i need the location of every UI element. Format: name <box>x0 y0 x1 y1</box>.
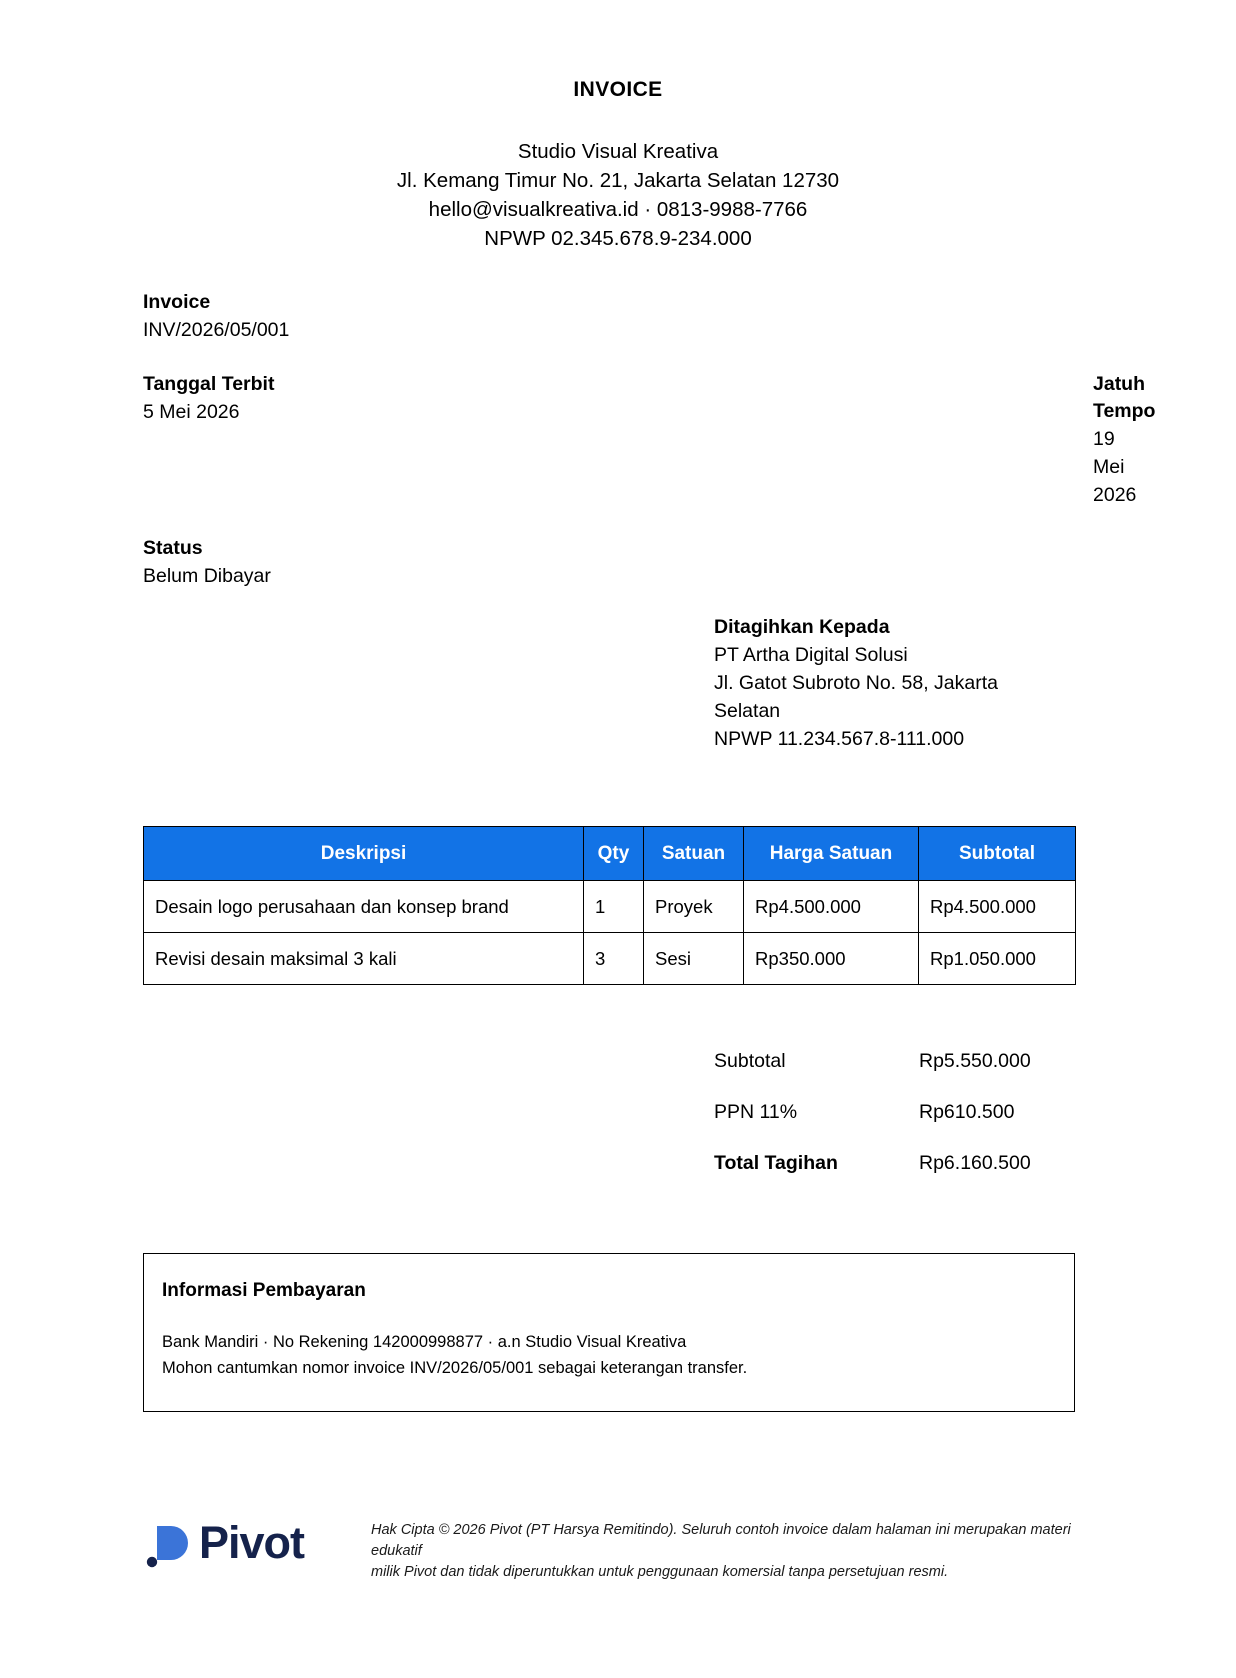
invoice-number-label: Invoice <box>143 291 211 313</box>
page-footer <box>143 1506 1093 1583</box>
cell-unit: Proyek <box>644 881 744 933</box>
tax-label: PPN 11% <box>714 1101 798 1123</box>
issuer-tax-id: NPWP 02.345.678.9-234.000 <box>484 227 752 250</box>
line-items-body <box>144 881 1076 985</box>
grand-total-value: Rp6.160.500 <box>919 1152 1031 1174</box>
invoice-page <box>0 78 1236 1678</box>
issuer-block <box>143 137 1093 253</box>
cell-subtotal: Rp1.050.000 <box>919 933 1076 985</box>
issue-date-label: Tanggal Terbit <box>143 373 275 395</box>
payment-note-line: Mohon cantumkan nomor invoice INV/2026/05/001 sebagai keterangan transfer. <box>162 1359 748 1377</box>
table-header-row <box>144 827 1076 881</box>
invoice-number-value: INV/2026/05/001 <box>143 319 290 341</box>
issue-date-value: 5 Mei 2026 <box>143 401 240 423</box>
cell-description: Desain logo perusahaan dan konsep brand <box>144 881 584 933</box>
page-title: INVOICE <box>573 78 663 101</box>
bill-to-label: Ditagihkan Kepada <box>714 616 890 638</box>
pivot-mark-icon <box>143 1512 195 1573</box>
cell-unit: Sesi <box>644 933 744 985</box>
tax-value: Rp610.500 <box>919 1101 1015 1123</box>
meta-gap-2 <box>143 509 1093 535</box>
pivot-logo <box>143 1506 343 1573</box>
column-header-qty: Qty <box>584 827 644 881</box>
column-header-subtotal: Subtotal <box>919 827 1076 881</box>
payment-bank-line: Bank Mandiri · No Rekening 142000998877 · a.n Studio Visual Kreativa <box>162 1333 687 1351</box>
bill-to-address-line2: Selatan <box>714 700 781 722</box>
copyright-text <box>371 1506 1093 1583</box>
status-badge: Belum Dibayar <box>143 565 271 587</box>
meta-spacer-right-2 <box>618 535 1093 590</box>
cell-qty: 3 <box>584 933 644 985</box>
issue-date-block <box>143 371 522 509</box>
payment-information-title: Informasi Pembayaran <box>162 1280 366 1301</box>
cell-qty: 1 <box>584 881 644 933</box>
payment-information-box <box>143 1253 1075 1412</box>
issuer-name: Studio Visual Kreativa <box>517 140 719 163</box>
cell-subtotal: Rp4.500.000 <box>919 881 1076 933</box>
meta-spacer-right <box>618 289 1093 344</box>
column-header-unit: Satuan <box>644 827 744 881</box>
copyright-line-1: Hak Cipta © 2026 Pivot (PT Harsya Remitindo). Seluruh contoh invoice dalam halaman ini merupakan materi edukatif <box>371 1522 1071 1559</box>
meta-row-status <box>143 535 1093 590</box>
meta-row-dates <box>143 371 1156 509</box>
line-items-head <box>144 827 1076 881</box>
bill-to-wrap <box>143 614 1093 753</box>
bill-to-address-line1: Jl. Gatot Subroto No. 58, Jakarta <box>714 672 998 694</box>
table-row <box>144 881 1076 933</box>
table-row <box>144 933 1076 985</box>
line-items-table <box>143 826 1076 985</box>
subtotal-label: Subtotal <box>714 1050 786 1072</box>
grand-total-label: Total Tagihan <box>714 1152 838 1174</box>
bill-to-name: PT Artha Digital Solusi <box>714 644 908 666</box>
totals-block <box>714 1050 1074 1175</box>
bill-to-block <box>714 614 1044 753</box>
status-label: Status <box>143 537 203 559</box>
cell-description: Revisi desain maksimal 3 kali <box>144 933 584 985</box>
issuer-address: Jl. Kemang Timur No. 21, Jakarta Selatan 12730 <box>396 169 840 192</box>
invoice-meta <box>143 289 1156 753</box>
totals-row-grand-total <box>714 1152 1074 1175</box>
due-date-block: Jatuh Tempo 19 Mei 2026 <box>1093 373 1156 506</box>
meta-row-invoice-number <box>143 289 1093 344</box>
status-block <box>143 535 618 590</box>
bill-to-tax-id: NPWP 11.234.567.8-111.000 <box>714 728 965 750</box>
column-header-description: Deskripsi <box>144 827 584 881</box>
subtotal-value: Rp5.550.000 <box>919 1050 1031 1072</box>
totals-row-subtotal <box>714 1050 1074 1073</box>
column-header-unit-price: Harga Satuan <box>744 827 919 881</box>
pivot-wordmark: Pivot <box>199 1517 305 1568</box>
issuer-contact: hello@visualkreativa.id · 0813-9988-7766 <box>428 198 808 221</box>
invoice-number-block <box>143 289 618 344</box>
totals-row-tax <box>714 1101 1074 1124</box>
cell-unit-price: Rp350.000 <box>744 933 919 985</box>
meta-gap-1 <box>143 344 1093 371</box>
cell-unit-price: Rp4.500.000 <box>744 881 919 933</box>
copyright-line-2: milik Pivot dan tidak diperuntukkan untuk penggunaan komersial tanpa persetujuan resmi. <box>371 1564 949 1580</box>
